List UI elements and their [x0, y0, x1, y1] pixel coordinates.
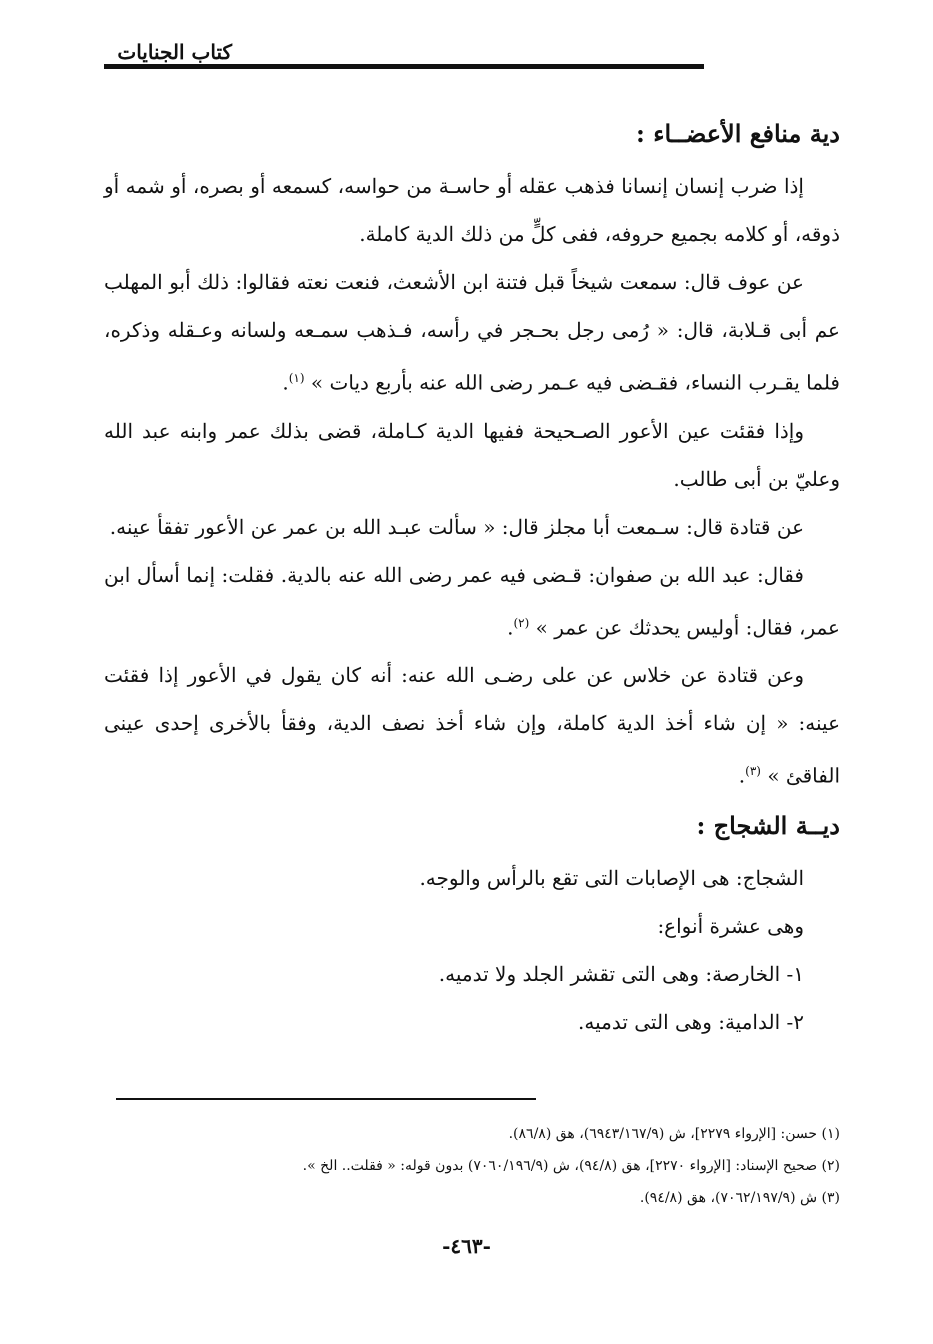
footnote-ref: (٢) — [513, 615, 530, 630]
paragraph — [104, 503, 840, 551]
footnote: (١) حسن: [الإرواء ٢٢٧٩]، ش (٦٩٤٣/١٦٧/٩)، هق (٨٦/٨). — [508, 1126, 840, 1142]
list-item: ١- الخارصة: وهى التى تقشر الجلد ولا تدميه. — [438, 961, 804, 986]
paragraph: فقال: عبد الله بن صفوان: قـضى فيه عمر رضى الله عنه بالدية. فقلت: إنما أسأل ابن عمر، فقال: أوليس يحدثك عن عمر » $^{(٢)}$. — [104, 562, 840, 640]
header-rule — [104, 64, 704, 69]
paragraph — [104, 162, 840, 258]
paragraph-text: وعن قتادة عن خلاس عن على رضـى الله عنه: أنه كان يقول في الأعور إذا فقئت عينه: « إن شاء أخذ الدية كاملة، وإن شاء أخذ نصف الدية، وفقأ بالأخرى إحدى عينى الفاقئ » — [104, 663, 840, 788]
page-number: -٤٦٣- — [442, 1234, 491, 1258]
footnotes — [104, 1118, 840, 1214]
paragraph-text: عن قتادة قال: سـمعت أبا مجلز قال: « سألت عبـد الله بن عمر عن الأعور تفقأ عينه. — [109, 514, 804, 539]
paragraph-text: فقال: عبد الله بن صفوان: قـضى فيه عمر رضى الله عنه بالدية. فقلت: إنما أسأل ابن عمر، فقال: أوليس يحدثك عن عمر » — [104, 562, 840, 640]
wounds-section — [104, 854, 840, 1046]
paragraph: وعن قتادة عن خلاس عن على رضـى الله عنه: أنه كان يقول في الأعور إذا فقئت عينه: « إن شاء أخذ الدية كاملة، وإن شاء أخذ نصف الدية، وفقأ بالأخرى إحدى عينى الفاقئ » $^{(٣)}$. — [104, 663, 840, 788]
section-title-limb-benefits: دية منافع الأعضــاء : — [636, 119, 840, 148]
footnote-separator — [116, 1098, 536, 1100]
header-title: كتاب الجنايات — [117, 40, 232, 64]
footnote-ref: (١) — [288, 371, 305, 385]
paragraph-text: إذا ضرب إنسان إنسانا فذهب عقله أو حاسـة من حواسه، كسمعه أو بصره، أو شمه أو ذوقه، أو كلامه بجميع حروفه، ففى كلٍّ من ذلك الدية كاملة. — [104, 174, 840, 246]
paragraph: عن عوف قال: سمعت شيخاً قبل فتنة ابن الأشعث، فنعت نعته فقالوا: ذلك أبو المهلب عم أبى قـلابة، قال: « رُمى رجل بحـجر في رأسه، فـذهب سمـعه ولسانه وعـقله وذكره، فلما يقـرب النساء، فقـضى فيه عـمر رضى الله عنه بأربع ديات » $^{(١)}$. — [104, 270, 840, 395]
list-intro: وهى عشرة أنواع: — [657, 913, 804, 938]
footnote: (٣) ش (٧٠٦٢/١٩٧/٩)، هق (٩٤/٨). — [639, 1190, 840, 1206]
running-header — [104, 40, 844, 76]
section-title-head-wounds: ديــة الشجاج : — [696, 810, 840, 840]
paragraph — [104, 407, 840, 503]
footnote-ref: (٣) — [745, 764, 761, 779]
paragraph-text: عن عوف قال: سمعت شيخاً قبل فتنة ابن الأشعث، فنعت نعته فقالوا: ذلك أبو المهلب عم أبى قـلابة، قال: « رُمى رجل بحـجر في رأسه، فـذهب سمـعه ولسانه وعـقله وذكره، فلما يقـرب النساء، فقـضى فيه عـمر رضى الله عنه بأربع ديات » — [104, 270, 840, 395]
list-item: ٢- الدامية: وهى التى تدميه. — [578, 1009, 804, 1034]
definition: الشجاج: هى الإصابات التى تقع بالرأس والوجه. — [419, 865, 804, 890]
paragraph-text: وإذا فقئت عين الأعور الصـحيحة ففيها الدية كـاملة، قضى بذلك عمر وابنه عبد الله وعليّ بن أبى طالب. — [104, 418, 840, 491]
footnote: (٢) صحيح الإسناد: [الإرواء ٢٢٧٠]، هق (٩٤/٨)، ش (٧٠٦٠/١٩٦/٩) بدون قوله: « فقلت.. الخ ». — [302, 1158, 840, 1174]
main-content — [104, 112, 840, 1046]
